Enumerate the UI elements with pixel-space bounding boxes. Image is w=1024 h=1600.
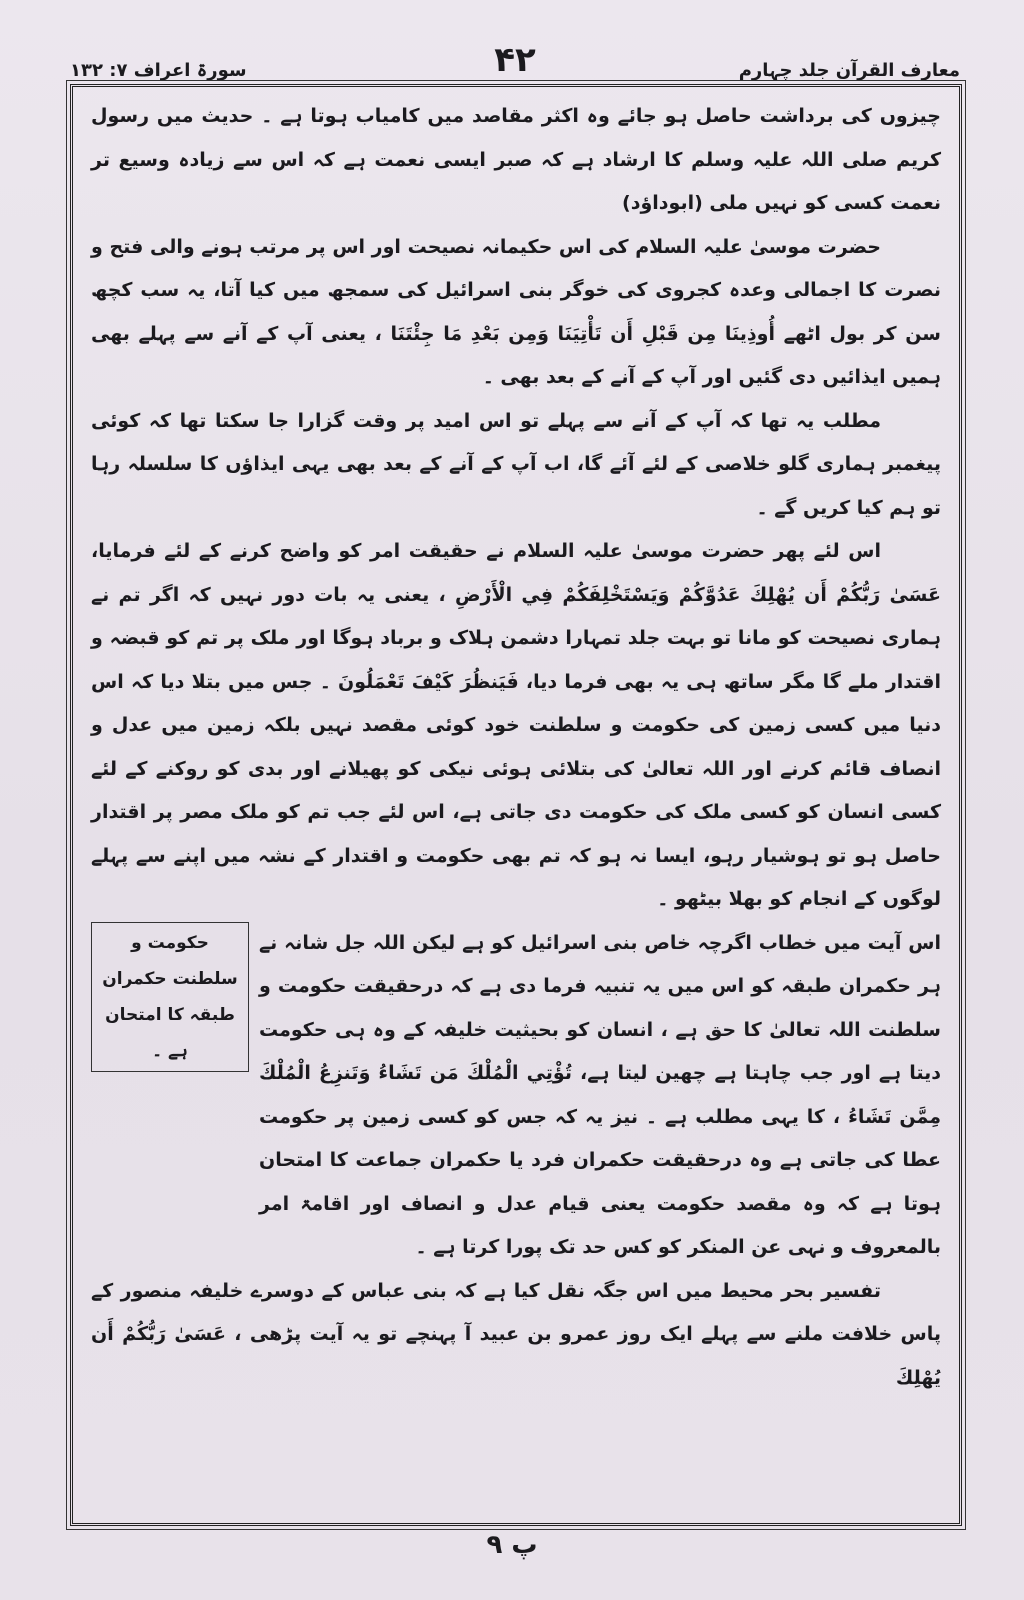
page-body	[91, 95, 941, 1400]
surah-reference: سورۃ اعراف ۷: ۱۳۲	[70, 60, 247, 81]
page-number: ۴۲	[494, 40, 536, 80]
page-header	[70, 40, 960, 86]
text-frame	[70, 84, 962, 1526]
paragraph-5: اس آیت میں خطاب اگرچہ خاص بنی اسرائیل کو ہے لیکن اللہ جل شانہ نے ہر حکمران طبقہ کو اس میں یہ تنبیہ فرما دی ہے کہ درحقیقت حکومت و سلطنت اللہ تعالیٰ کا حق ہے ، انسان کو بحیثیت خلیفہ کے وہ ہی حکومت دیتا ہے اور جب چاہتا ہے چھین لیتا ہے، تُؤْتِي الْمُلْكَ مَن تَشَاءُ وَتَنزِعُ الْمُلْكَ مِمَّن تَشَاءُ ، کا یہی مطلب ہے ۔ نیز یہ کہ جس کو کسی زمین پر حکومت عطا کی جاتی ہے وہ درحقیقت حکمران فرد یا حکمران جماعت کا امتحان ہوتا ہے کہ وہ مقصد حکومت یعنی قیام عدل و انصاف اور اقامۃ امر بالمعروف و نہی عن المنکر کو کس حد تک پورا کرتا ہے ۔	[259, 931, 941, 1258]
paragraph-1: چیزوں کی برداشت حاصل ہو جائے وہ اکثر مقاصد میں کامیاب ہوتا ہے ۔ حدیث میں رسول کریم صلی اللہ علیہ وسلم کا ارشاد ہے کہ صبر ایسی نعمت ہے کہ اس سے زیادہ وسیع تر نعمت کسی کو نہیں ملی (ابوداؤد)	[91, 105, 941, 214]
side-note-box: حکومت و سلطنت حکمران طبقہ کا امتحان ہے ۔	[91, 922, 249, 1072]
paragraph-3: مطلب یہ تھا کہ آپ کے آنے سے پہلے تو اس امید پر وقت گزارا جا سکتا تھا کہ کوئی پیغمبر ہماری گلو خلاصی کے لئے آئے گا، اب آپ کے آنے کے بعد بھی یہی ایذاؤں کا سلسلہ رہا تو ہم کیا کریں گے ۔	[91, 409, 941, 519]
book-title: معارف القرآن جلد چہارم	[738, 60, 960, 81]
paragraph-4: اس لئے پھر حضرت موسیٰ علیہ السلام نے حقیقت امر کو واضح کرنے کے لئے فرمایا، عَسَىٰ رَبُّكُمْ أَن يُهْلِكَ عَدُوَّكُمْ وَيَسْتَخْلِفَكُمْ فِي الْأَرْضِ ، یعنی یہ بات دور نہیں کہ اگر تم نے ہماری نصیحت کو مانا تو بہت جلد تمہارا دشمن ہلاک و برباد ہوگا اور ملک پر تم کو قبضہ و اقتدار ملے گا مگر ساتھ ہی یہ بھی فرما دیا، فَيَنظُرَ كَيْفَ تَعْمَلُونَ ۔ جس میں بتلا دیا کہ اس دنیا میں کسی زمین کی حکومت و سلطنت خود کوئی مقصد نہیں بلکہ زمین میں عدل و انصاف قائم کرنے اور اللہ تعالیٰ کی بتلائی ہوئی نیکی کو پھیلانے اور بدی کو روکنے کے لئے کسی انسان کو کسی ملک کی حکومت دی جاتی ہے، اس لئے جب تم کو ملک مصر پر اقتدار حاصل ہو تو ہوشیار رہو، ایسا نہ ہو کہ تم بھی حکومت و اقتدار کے نشہ میں اپنے سے پہلے لوگوں کے انجام کو بھلا بیٹھو ۔	[91, 540, 941, 910]
paragraph-6: تفسیر بحر محیط میں اس جگہ نقل کیا ہے کہ بنی عباس کے دوسرے خلیفہ منصور کے پاس خلافت ملنے سے پہلے ایک روز عمرو بن عبید آ پہنچے تو یہ آیت پڑھی ، عَسَىٰ رَبُّكُمْ أَن يُهْلِكَ	[91, 1279, 941, 1389]
signature-mark: پ ۹	[486, 1530, 538, 1560]
paragraph-2: حضرت موسیٰ علیہ السلام کی اس حکیمانہ نصیحت اور اس پر مرتب ہونے والی فتح و نصرت کا اجمالی وعدہ کجروی کی خوگر بنی اسرائیل کی سمجھ میں کیا آتا، یہ سب کچھ سن کر بول اٹھے أُوذِينَا مِن قَبْلِ أَن تَأْتِيَنَا وَمِن بَعْدِ مَا جِئْتَنَا ، یعنی آپ کے آنے سے پہلے بھی ہمیں ایذائیں دی گئیں اور آپ کے آنے کے بعد بھی ۔	[91, 235, 941, 388]
side-note-section	[91, 922, 941, 1270]
